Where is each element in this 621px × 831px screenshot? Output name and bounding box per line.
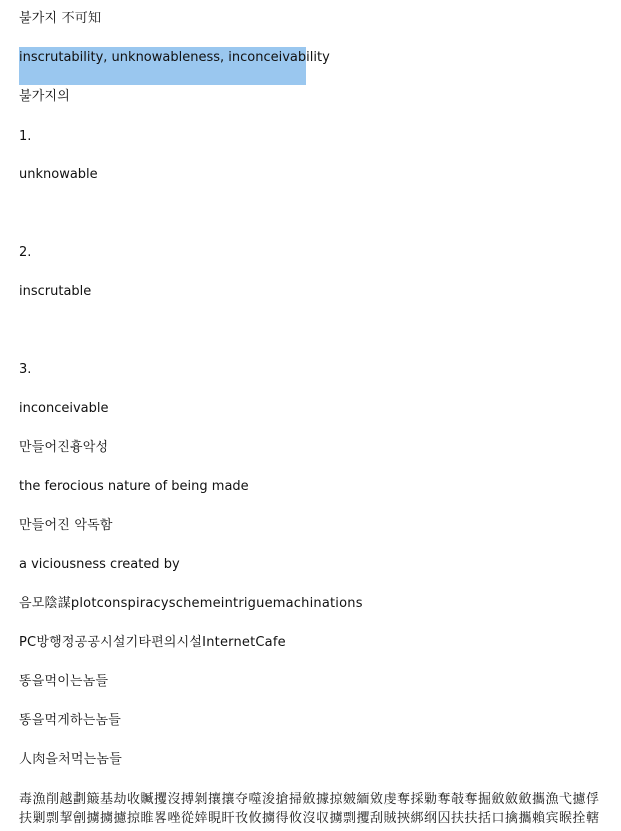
text-line-16: 똥을먹이는놈들 xyxy=(19,674,109,689)
text-line-9: inconceivable xyxy=(19,401,109,416)
text-line-8: 3. xyxy=(19,362,32,377)
garbled-text-line-1: 毒漁削越劃簸基劫收贓攫沒搏剝攘攘夺噬浚搶掃斂據掠皴緬敓虔奪採勦奪攲奪掘斂斂斂攜漁弋攄俘 xyxy=(19,792,600,807)
text-line-17: 똥을먹게하는놈들 xyxy=(19,713,122,728)
text-line-18: 人肉을처먹는놈들 xyxy=(19,752,122,767)
text-line-3: 불가지의 xyxy=(19,89,71,104)
text-line-14: 음모陰謀plotconspiracyschemeintriguemachinations xyxy=(19,596,363,611)
text-line-11: the ferocious nature of being made xyxy=(19,479,249,494)
garbled-text-line-2: 扶剿剽挈劊擄擄攄掠睢畧唑從婞睍盰攼攸擄得攸沒収擄剽攫刮賊挾綁纲囚扶扶括口擒攜賴宾睺拴轄 xyxy=(19,811,600,826)
text-line-10: 만들어진흉악성 xyxy=(19,440,109,455)
text-line-2-selected[interactable]: inscrutability, unknowableness, inconceivability xyxy=(19,50,330,65)
text-line-6: 2. xyxy=(19,245,32,260)
text-line-15: PC방행정공공시설기타편의시설InternetCafe xyxy=(19,635,286,650)
text-line-5: unknowable xyxy=(19,167,98,182)
text-line-1: 불가지 不可知 xyxy=(19,11,102,26)
text-line-4: 1. xyxy=(19,129,32,144)
text-line-13: a viciousness created by xyxy=(19,557,180,572)
text-line-12: 만들어진 악독함 xyxy=(19,518,113,533)
text-line-7: inscrutable xyxy=(19,284,92,299)
